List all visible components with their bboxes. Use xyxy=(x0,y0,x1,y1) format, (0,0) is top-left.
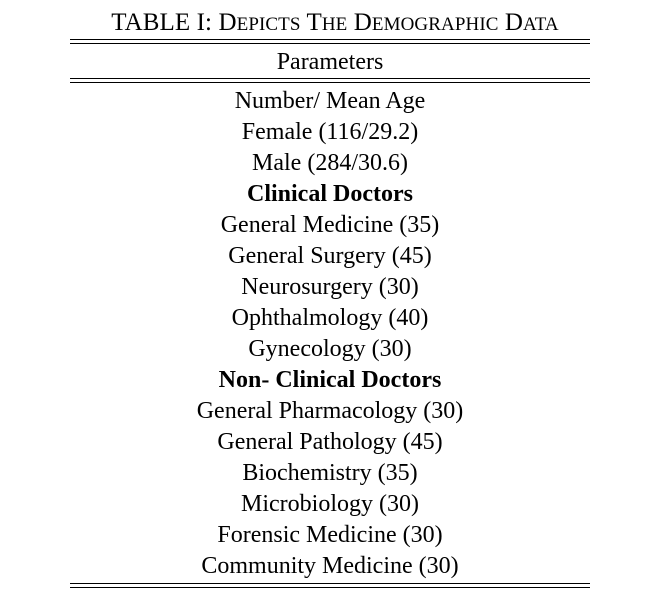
caption-prefix: TABLE I: xyxy=(111,9,219,36)
caption-title xyxy=(218,9,558,36)
table-section-heading: Clinical Doctors xyxy=(247,181,413,207)
table-caption xyxy=(0,6,670,42)
table-row: Female (116/29.2) xyxy=(241,119,419,145)
table-row: Number/ Mean Age xyxy=(234,88,426,114)
table-row: Community Medicine (30) xyxy=(201,553,459,579)
table-row: Microbiology (30) xyxy=(241,491,419,517)
table-header: Parameters xyxy=(276,49,384,75)
table-row: Forensic Medicine (30) xyxy=(217,522,443,548)
caption-word xyxy=(505,9,559,36)
caption-word-rest: HE xyxy=(321,14,348,35)
top-double-rule xyxy=(70,39,590,44)
table-row: General Pathology (45) xyxy=(217,429,443,455)
table-row: General Medicine (35) xyxy=(220,212,440,238)
table-row: General Pharmacology (30) xyxy=(196,398,464,424)
bottom-double-rule xyxy=(70,583,590,588)
caption-word-initial: D xyxy=(353,9,372,36)
table-row: General Surgery (45) xyxy=(228,243,432,269)
caption-word-rest: EPICTS xyxy=(236,14,301,35)
table-row: Gynecology (30) xyxy=(248,336,412,362)
table-row: Biochemistry (35) xyxy=(242,460,418,486)
caption-word xyxy=(218,9,300,36)
header-double-rule xyxy=(70,78,590,83)
table-body xyxy=(70,86,590,582)
table-row: Neurosurgery (30) xyxy=(241,274,419,300)
caption-word-initial: D xyxy=(504,9,524,36)
table-row: Male (284/30.6) xyxy=(252,150,408,176)
caption-word-rest: EMOGRAPHIC xyxy=(371,14,499,35)
caption-word xyxy=(306,9,347,36)
caption-word-initial: D xyxy=(218,9,237,36)
caption-word xyxy=(354,9,499,36)
table-section-heading: Non- Clinical Doctors xyxy=(218,367,442,393)
caption-word-rest: ATA xyxy=(523,14,559,35)
caption-word-initial: T xyxy=(306,9,322,36)
table-row: Ophthalmology (40) xyxy=(231,305,429,331)
